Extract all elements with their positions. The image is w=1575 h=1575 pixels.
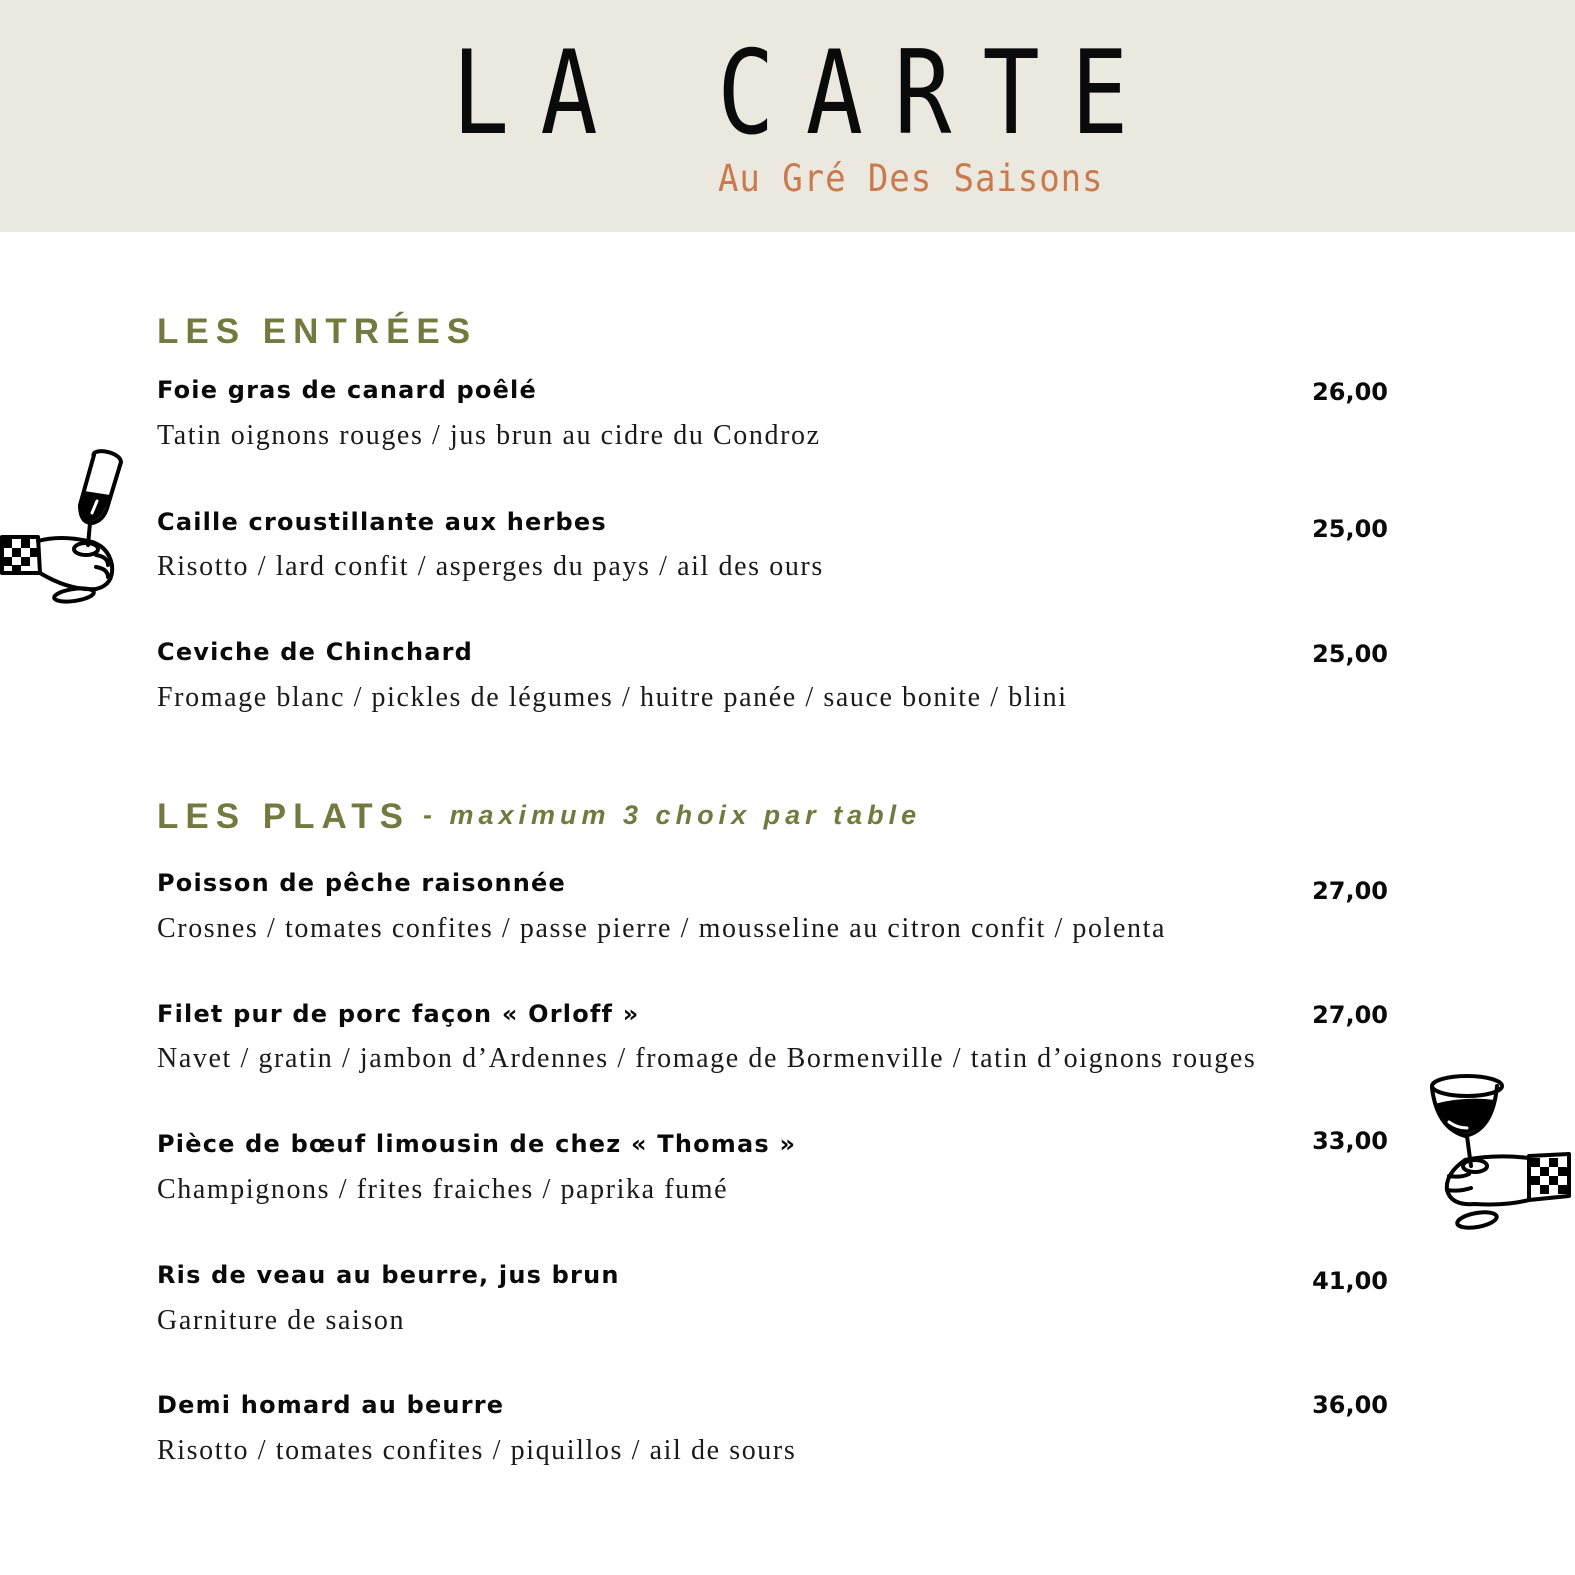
menu-item-price: 26,00 — [1312, 378, 1388, 406]
menu-item-price: 36,00 — [1312, 1391, 1388, 1419]
menu-item-name: Filet pur de porc façon « Orloff » — [157, 1000, 640, 1028]
menu-item-description: Tatin oignons rouges / jus brun au cidre du Condroz — [157, 420, 821, 451]
menu-item-description: Risotto / lard confit / asperges du pays / ail des ours — [157, 551, 824, 582]
menu-item-name: Demi homard au beurre — [157, 1391, 505, 1419]
menu-item-description: Navet / gratin / jambon d’Ardennes / fromage de Bormenville / tatin d’oignons rouges — [157, 1043, 1257, 1074]
section-title-plats: LES PLATS — [157, 797, 410, 836]
header-banner — [0, 0, 1575, 232]
menu-item-price: 27,00 — [1312, 1001, 1388, 1029]
menu-item-name: Caille croustillante aux herbes — [157, 508, 607, 536]
menu-item-name: Pièce de bœuf limousin de chez « Thomas » — [157, 1130, 797, 1158]
menu-item-price: 27,00 — [1312, 877, 1388, 905]
page-title: LA CARTE — [452, 26, 1160, 161]
menu-item-name: Foie gras de canard poêlé — [157, 376, 537, 404]
section-title-entrees: LES ENTRÉES — [157, 312, 478, 351]
section-note: - maximum 3 choix par table — [423, 800, 922, 830]
menu-item-name: Ris de veau au beurre, jus brun — [157, 1261, 620, 1289]
menu-item-description: Champignons / frites fraiches / paprika fumé — [157, 1174, 729, 1205]
menu-item-name: Poisson de pêche raisonnée — [157, 869, 566, 897]
page-subtitle: Au Gré Des Saisons — [718, 157, 1104, 200]
hand-holding-wine-glass-icon — [1425, 1070, 1573, 1235]
menu-item-description: Garniture de saison — [157, 1305, 406, 1336]
menu-item-description: Crosnes / tomates confites / passe pierre / mousseline au citron confit / polenta — [157, 913, 1167, 944]
menu-item-price: 41,00 — [1312, 1267, 1388, 1295]
hand-holding-champagne-flute-icon — [0, 445, 130, 607]
menu-item-name: Ceviche de Chinchard — [157, 638, 474, 666]
menu-item-price: 25,00 — [1312, 640, 1388, 668]
menu-item-price: 25,00 — [1312, 515, 1388, 543]
menu-item-description: Fromage blanc / pickles de légumes / huitre panée / sauce bonite / blini — [157, 682, 1068, 713]
menu-item-price: 33,00 — [1312, 1127, 1388, 1155]
menu-item-description: Risotto / tomates confites / piquillos / ail de sours — [157, 1435, 797, 1466]
